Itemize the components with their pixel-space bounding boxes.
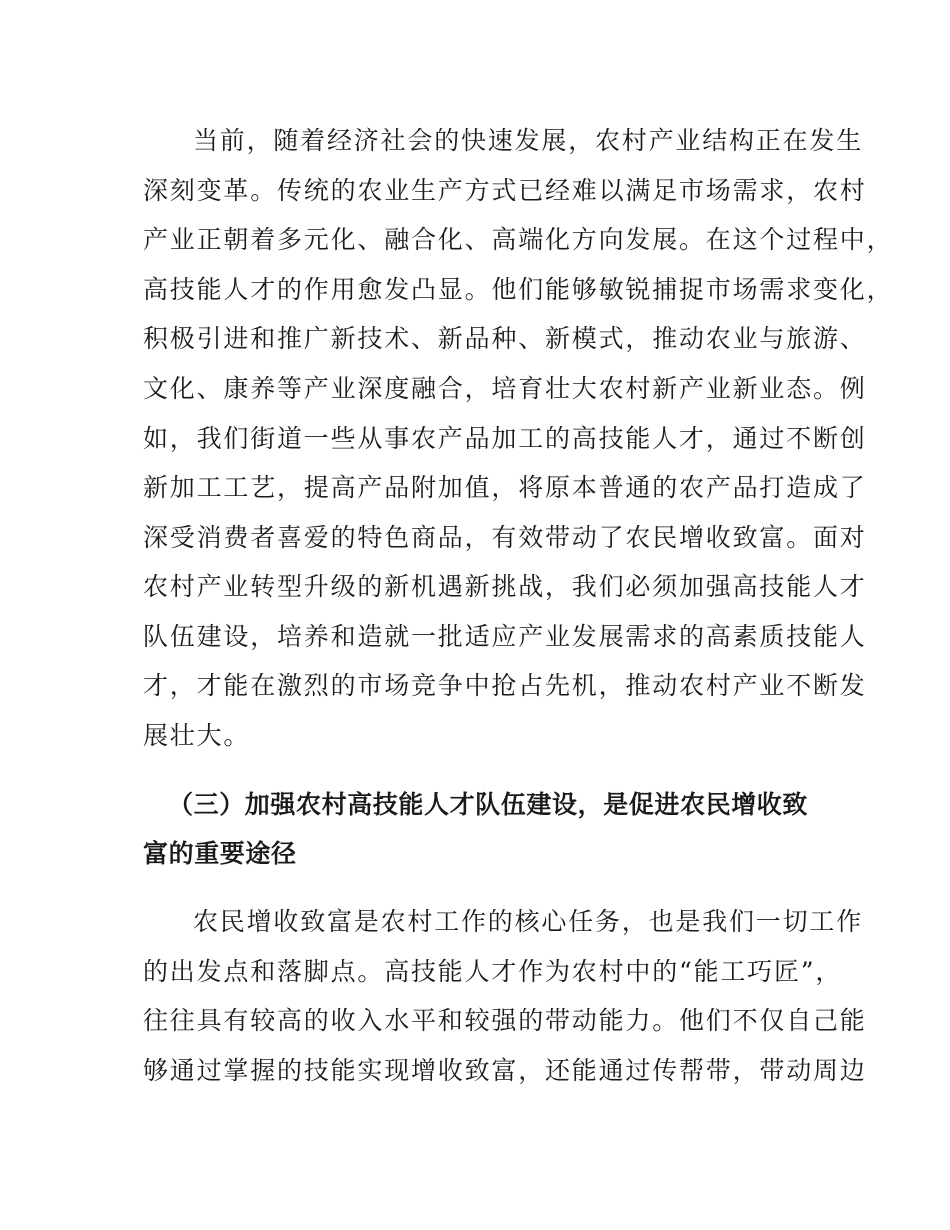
paragraph-line: 农民增收致富是农村工作的核心任务，也是我们一切工作: [193, 907, 864, 936]
paragraph-line: 当前，随着经济社会的快速发展，农村产业结构正在发生: [193, 126, 864, 155]
paragraph-line: 深受消费者喜爱的特色商品，有效带动了农民增收致富。面对: [143, 523, 867, 552]
paragraph-line: 的出发点和落脚点。高技能人才作为农村中的“能工巧匠”，: [143, 957, 843, 986]
paragraph-line: 队伍建设，培养和造就一批适应产业发展需求的高素质技能人: [143, 622, 867, 651]
paragraph-line: 积极引进和推广新技术、新品种、新模式，推动农业与旅游、: [143, 324, 867, 353]
paragraph-line: 农村产业转型升级的新机遇新挑战，我们必须加强高技能人才: [143, 572, 867, 601]
paragraph-line: 展壮大。: [143, 721, 251, 750]
paragraph-line: 如，我们街道一些从事农产品加工的高技能人才，通过不断创: [143, 424, 867, 453]
heading-line: 富的重要途径: [143, 839, 297, 868]
paragraph-line: 产业正朝着多元化、融合化、高端化方向发展。在这个过程中，: [143, 225, 894, 254]
paragraph-line: 新加工工艺，提高产品附加值，将原本普通的农产品打造成了: [143, 473, 867, 502]
paragraph-line: 文化、康养等产业深度融合，培育壮大农村新产业新业态。例: [143, 374, 867, 403]
paragraph-line: 够通过掌握的技能实现增收致富，还能通过传帮带，带动周边: [143, 1056, 867, 1085]
heading-line: （三）加强农村高技能人才队伍建设，是促进农民增收致: [168, 790, 809, 819]
paragraph-line: 往往具有较高的收入水平和较强的带动能力。他们不仅自己能: [143, 1006, 867, 1035]
paragraph-line: 深刻变革。传统的农业生产方式已经难以满足市场需求，农村: [143, 176, 867, 205]
paragraph-line: 高技能人才的作用愈发凸显。他们能够敏锐捕捉市场需求变化，: [143, 275, 894, 304]
paragraph-line: 才，才能在激烈的市场竞争中抢占先机，推动农村产业不断发: [143, 671, 867, 700]
